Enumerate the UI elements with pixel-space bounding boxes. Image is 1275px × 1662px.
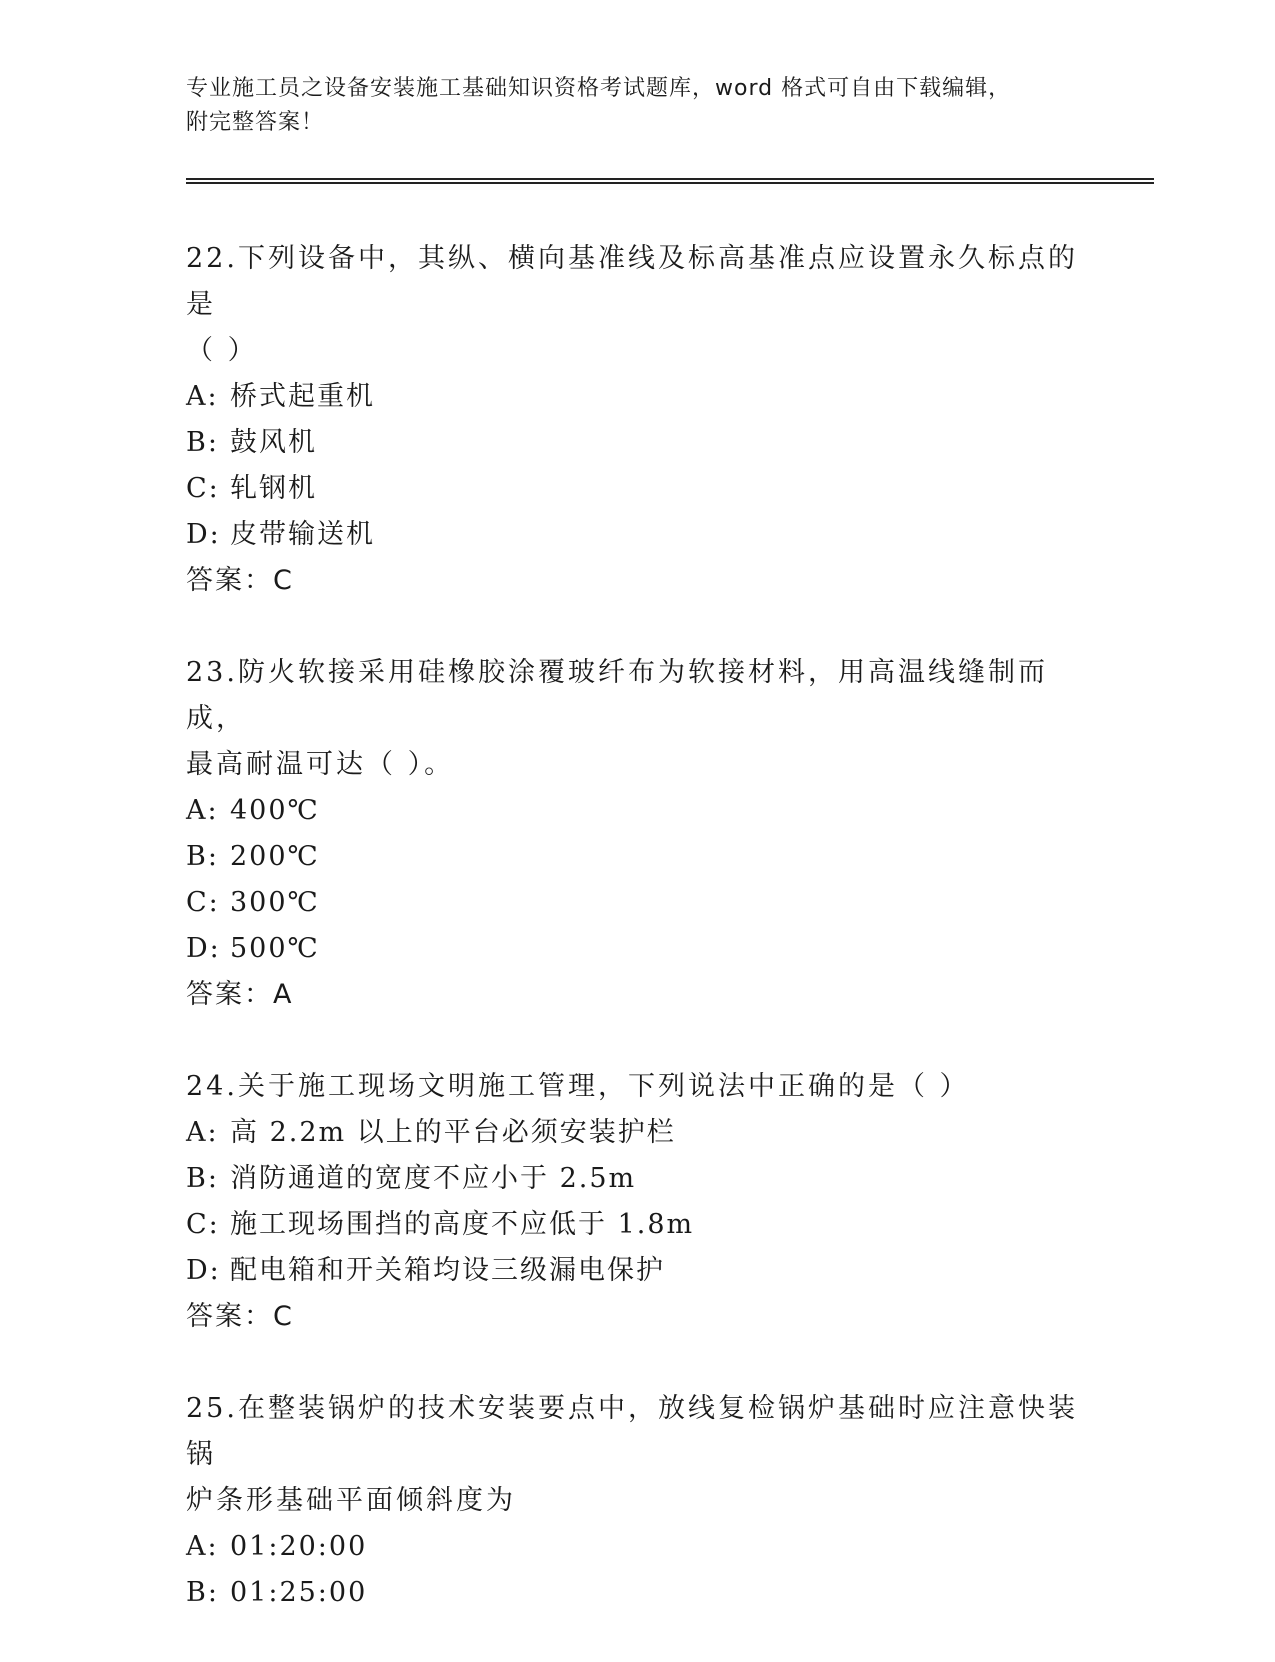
question-list <box>186 236 1086 1662</box>
option-a <box>186 374 1086 420</box>
question-text-line: 22.下列设备中，其纵、横向基准线及标高基准点应设置永久标点的是 <box>186 243 1078 320</box>
option-text: 皮带输送机 <box>230 519 375 550</box>
option-text: 鼓风机 <box>230 427 317 458</box>
option-c <box>186 880 1086 926</box>
option-text: 高 2.2m 以上的平台必须安装护栏 <box>230 1117 676 1148</box>
question-text-line: （ ） <box>186 335 258 366</box>
option-key: D: <box>186 933 221 964</box>
option-c <box>186 1202 1086 1248</box>
option-text: 轧钢机 <box>230 473 317 504</box>
option-text: 300℃ <box>230 887 320 918</box>
option-a <box>186 788 1086 834</box>
question-text-line: 炉条形基础平面倾斜度为 <box>186 1485 516 1516</box>
option-text: 配电箱和开关箱均设三级漏电保护 <box>230 1255 665 1286</box>
option-key: A: <box>186 1531 219 1562</box>
question-22 <box>186 236 1086 604</box>
option-key: C: <box>186 1209 220 1240</box>
option-a <box>186 1110 1086 1156</box>
answer-line: 答案：C <box>186 1301 294 1332</box>
question-25 <box>186 1386 1086 1616</box>
option-key: A: <box>186 795 219 826</box>
option-c <box>186 466 1086 512</box>
question-text-line: 最高耐温可达（ ）。 <box>186 749 455 780</box>
option-text: 200℃ <box>230 841 320 872</box>
answer-line: 答案：A <box>186 979 294 1010</box>
question-text-line: 24.关于施工现场文明施工管理，下列说法中正确的是（ ） <box>186 1071 970 1102</box>
option-text: 01:20:00 <box>230 1531 368 1562</box>
question-23 <box>186 650 1086 1018</box>
option-text: 400℃ <box>230 795 320 826</box>
header-line-1: 专业施工员之设备安装施工基础知识资格考试题库，word 格式可自由下载编辑， <box>186 76 1012 101</box>
option-key: B: <box>186 1577 219 1608</box>
option-text: 01:25:00 <box>230 1577 368 1608</box>
option-text: 500℃ <box>230 933 320 964</box>
option-key: A: <box>186 381 219 412</box>
option-d <box>186 512 1086 558</box>
option-d <box>186 1248 1086 1294</box>
header-line-2: 附完整答案！ <box>186 110 325 135</box>
question-text-line: 23.防火软接采用硅橡胶涂覆玻纤布为软接材料，用高温线缝制而成， <box>186 657 1048 734</box>
option-text: 桥式起重机 <box>230 381 375 412</box>
option-key: D: <box>186 1255 221 1286</box>
option-key: B: <box>186 841 219 872</box>
answer-line: 答案：C <box>186 565 294 596</box>
option-text: 施工现场围挡的高度不应低于 1.8m <box>230 1209 695 1240</box>
option-key: C: <box>186 887 220 918</box>
option-d <box>186 926 1086 972</box>
option-key: A: <box>186 1117 219 1148</box>
question-text-line: 25.在整装锅炉的技术安装要点中，放线复检锅炉基础时应注意快装锅 <box>186 1393 1078 1470</box>
option-text: 消防通道的宽度不应小于 2.5m <box>230 1163 637 1194</box>
option-key: B: <box>186 427 219 458</box>
option-key: C: <box>186 473 220 504</box>
option-key: D: <box>186 519 221 550</box>
header-double-rule <box>186 178 1154 184</box>
question-24 <box>186 1064 1086 1340</box>
option-a <box>186 1524 1086 1570</box>
option-key: B: <box>186 1163 219 1194</box>
option-b <box>186 1156 1086 1202</box>
option-b <box>186 834 1086 880</box>
option-b <box>186 420 1086 466</box>
document-header <box>186 72 1066 140</box>
option-b <box>186 1570 1086 1616</box>
